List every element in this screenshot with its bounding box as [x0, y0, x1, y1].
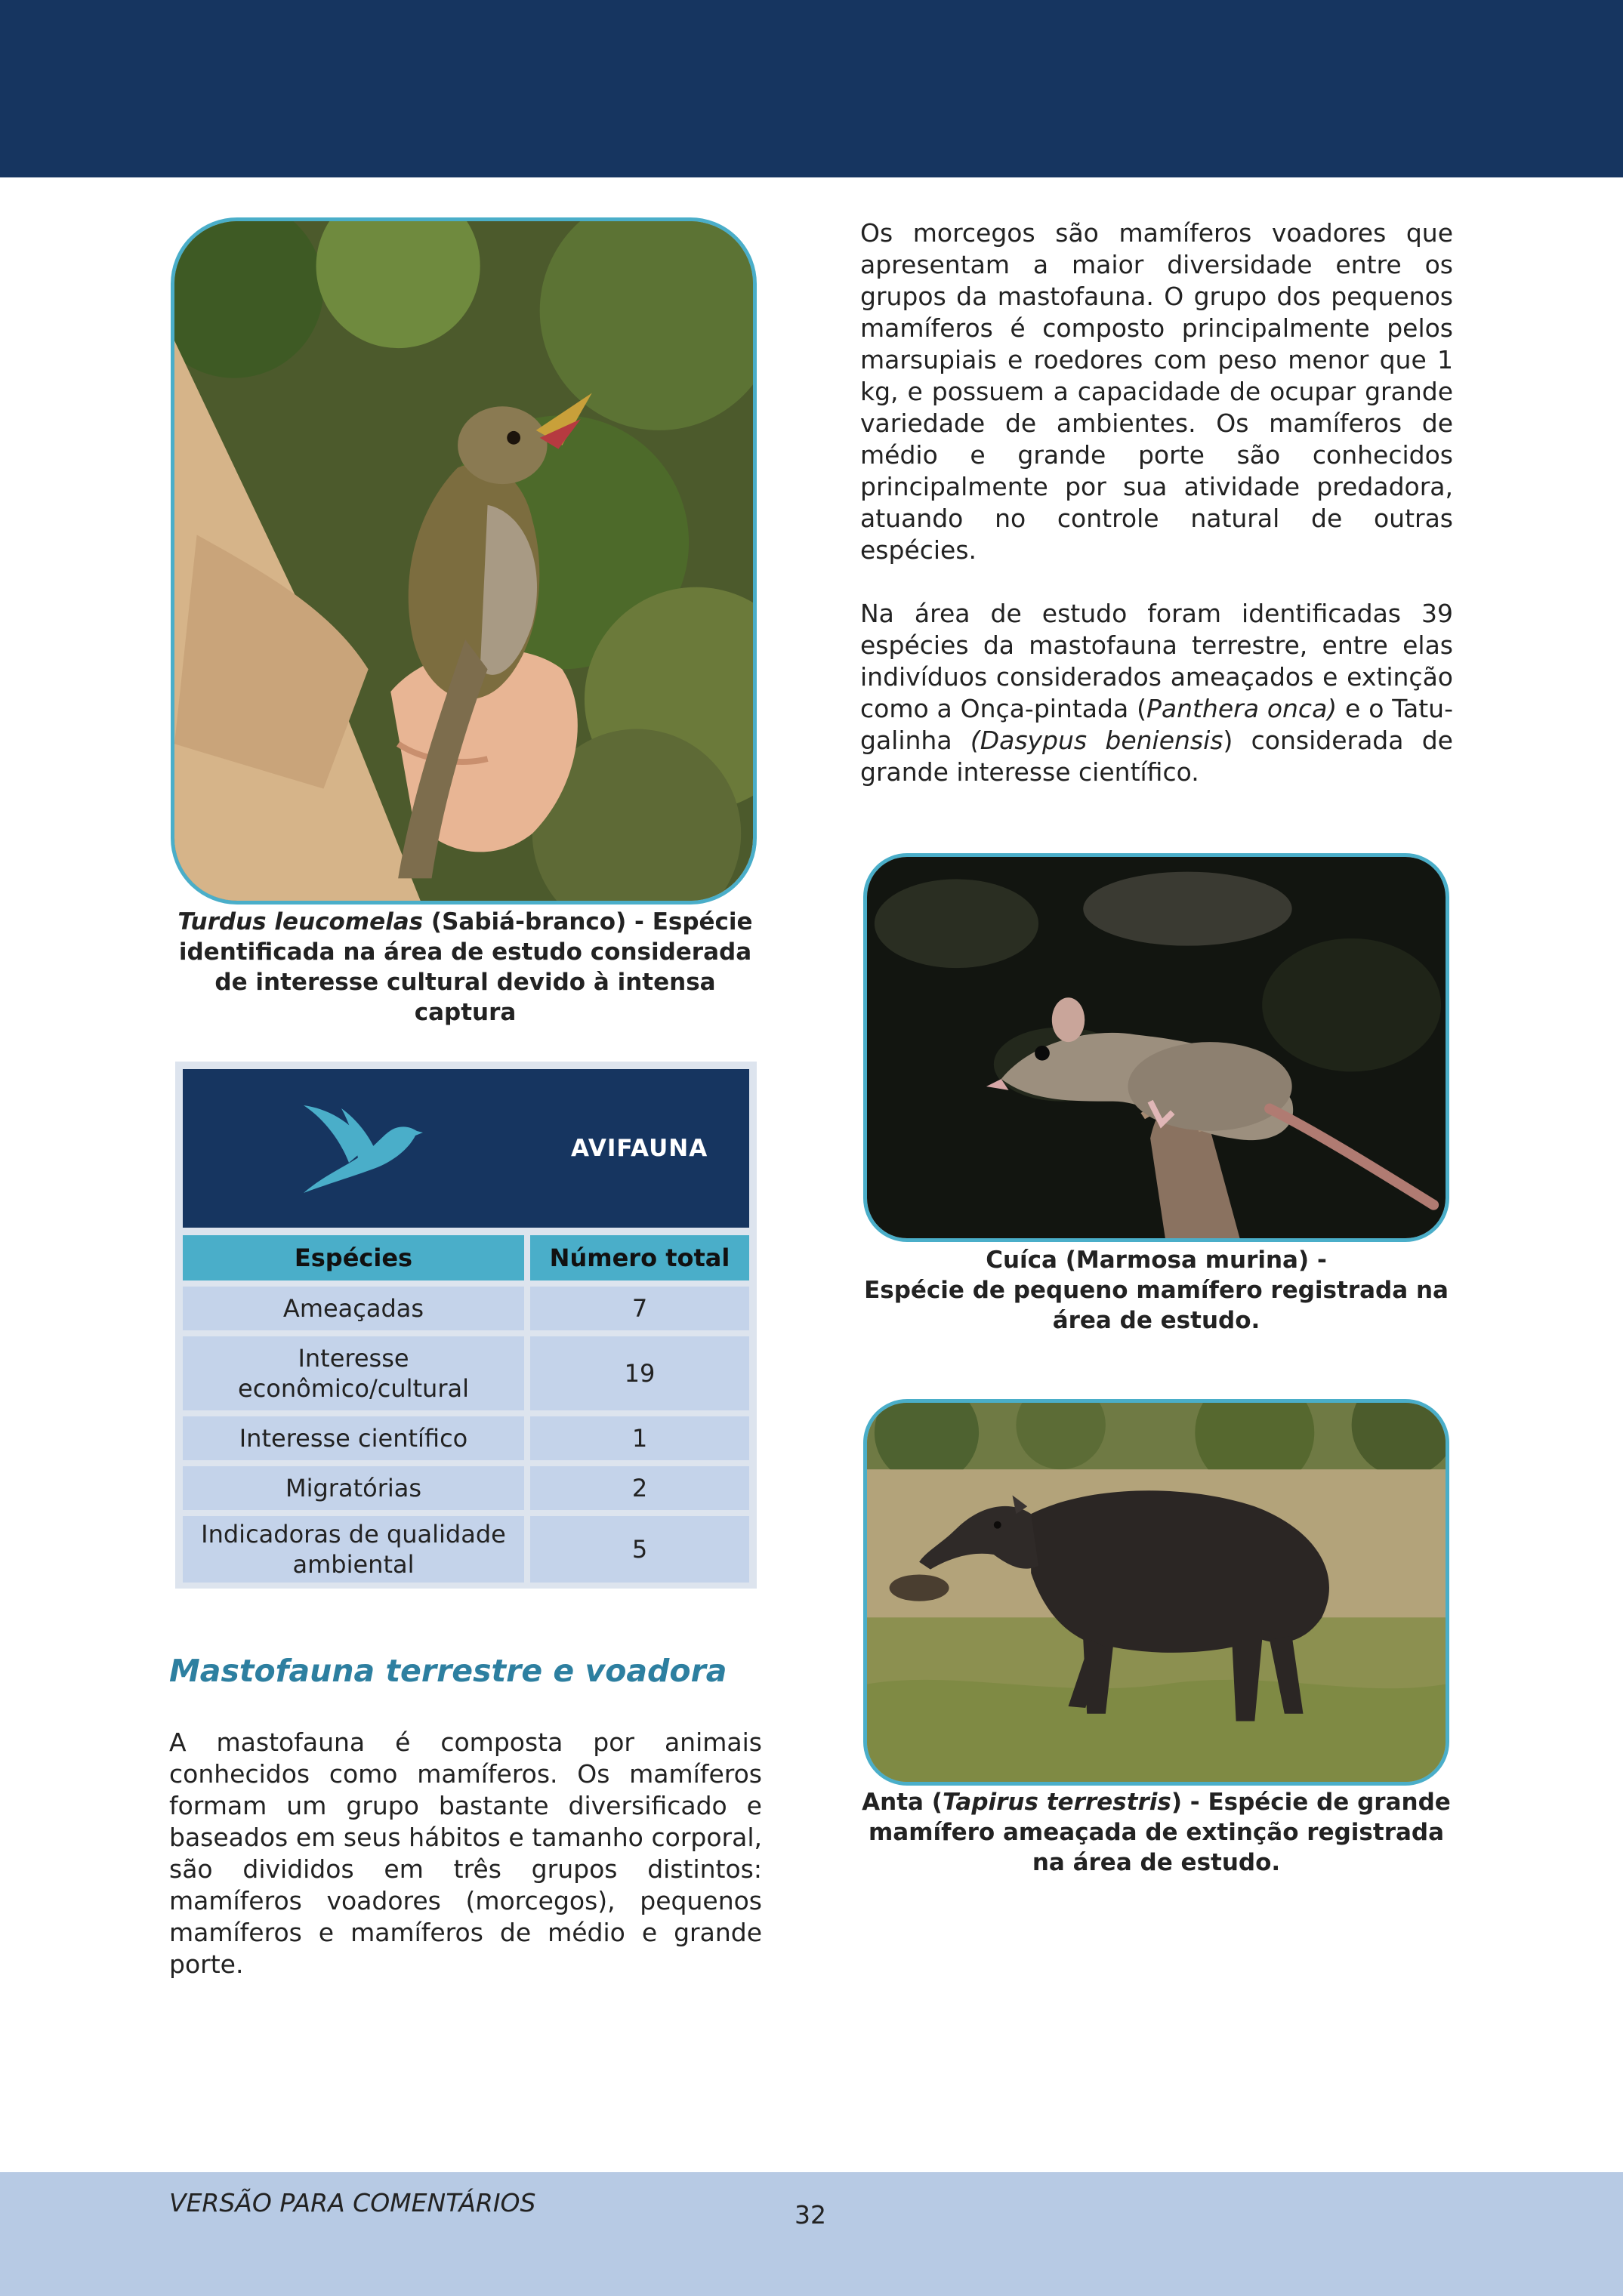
total-column-header: Número total — [530, 1235, 749, 1281]
mastofauna-paragraph-text: A mastofauna é composta por animais conhecidos como mamíferos. Os mamíferos formam um grupo bastante diversificado e baseados em seus hábitos e tamanho corporal, são divididos em três grupos distintos: mamíferos voadores (morcegos), pequenos mamíferos e mamíferos de médio e grande porte. — [169, 1727, 762, 1979]
header-band — [0, 0, 1623, 177]
row-label: Interesse científico — [183, 1416, 524, 1460]
row-value: 19 — [530, 1336, 749, 1410]
avifauna-title: AVIFAUNA — [571, 1135, 708, 1162]
bats-paragraph — [860, 217, 1453, 566]
species-column-header: Espécies — [183, 1235, 524, 1281]
tapir-caption — [857, 1787, 1455, 1878]
row-value: 2 — [530, 1466, 749, 1510]
avifauna-table-header — [183, 1069, 749, 1228]
row-label: Interesse econômico/cultural — [183, 1336, 524, 1410]
tapir-caption-species: Tapirus terrestris — [942, 1789, 1171, 1816]
row-label: Ameaçadas — [183, 1287, 524, 1330]
mastofauna-paragraph — [169, 1727, 762, 1980]
row-label: Migratórias — [183, 1466, 524, 1510]
bird-caption-text: (Sabiá-branco) - Espécie identificada na área de estudo considerada de interesse cultural devido à intensa captura — [178, 908, 753, 1026]
table-row — [183, 1466, 749, 1510]
tapir-photo — [863, 1399, 1449, 1786]
opossum-photo-illustration — [867, 857, 1446, 1238]
bird-photo — [171, 217, 757, 905]
bird-photo-illustration — [174, 221, 753, 901]
opossum-caption-line2: Espécie de pequeno mamífero registrada na área de estudo. — [864, 1277, 1449, 1334]
bird-caption — [163, 907, 767, 1028]
bats-paragraph-text: Os morcegos são mamíferos voadores que apresentam a maior diversidade entre os grupos da mastofauna. O grupo dos pequenos mamíferos é composto principalmente pelos marsupiais e roedores com peso menor que 1 kg, e possuem a capacidade de ocupar grande variedade de ambientes. Os mamíferos de médio e grande porte são conhecidos principalmente por sua atividade predadora, atuando no controle natural de outras espécies. — [860, 218, 1453, 565]
tapir-photo-illustration — [867, 1403, 1446, 1782]
panthera-onca-name: Panthera onca) — [1146, 694, 1338, 723]
tapir-caption-pre: Anta ( — [862, 1789, 943, 1816]
hummingbird-icon — [296, 1098, 424, 1196]
dasypus-name: (Dasypus beniensis — [970, 726, 1223, 755]
opossum-caption — [857, 1245, 1455, 1336]
avifauna-table — [175, 1062, 757, 1589]
row-value: 7 — [530, 1287, 749, 1330]
species-count-text-a: Na área de estudo foram identificadas 39 espécies da mastofauna terrestre, entre elas indivíduos considerados ameaçados e extinção como a Onça-pintada ( — [860, 599, 1453, 723]
species-count-paragraph — [860, 598, 1453, 788]
row-label: Indicadoras de qualidade ambiental — [183, 1516, 524, 1583]
tapir-caption-post: ) - Espécie de grande mamífero ameaçada de extinção registrada na área de estudo. — [868, 1789, 1451, 1876]
table-row — [183, 1416, 749, 1460]
mastofauna-heading: Mastofauna terrestre e voadora — [169, 1653, 727, 1689]
bird-caption-species: Turdus leucomelas — [177, 908, 424, 935]
table-header-row — [183, 1235, 749, 1281]
table-row — [183, 1287, 749, 1330]
species-count-text-c: e o Tatu-galinha — [860, 694, 1453, 755]
table-row — [183, 1336, 749, 1410]
opossum-caption-line1: Cuíca (Marmosa murina) - — [986, 1247, 1327, 1274]
page-number: 32 — [795, 2200, 826, 2230]
row-value: 5 — [530, 1516, 749, 1583]
opossum-photo — [863, 853, 1449, 1242]
table-row — [183, 1516, 749, 1583]
row-value: 1 — [530, 1416, 749, 1460]
species-count-text-e: ) considerada de grande interesse científico. — [860, 726, 1453, 787]
footer-version-label: VERSÃO PARA COMENTÁRIOS — [169, 2188, 536, 2217]
